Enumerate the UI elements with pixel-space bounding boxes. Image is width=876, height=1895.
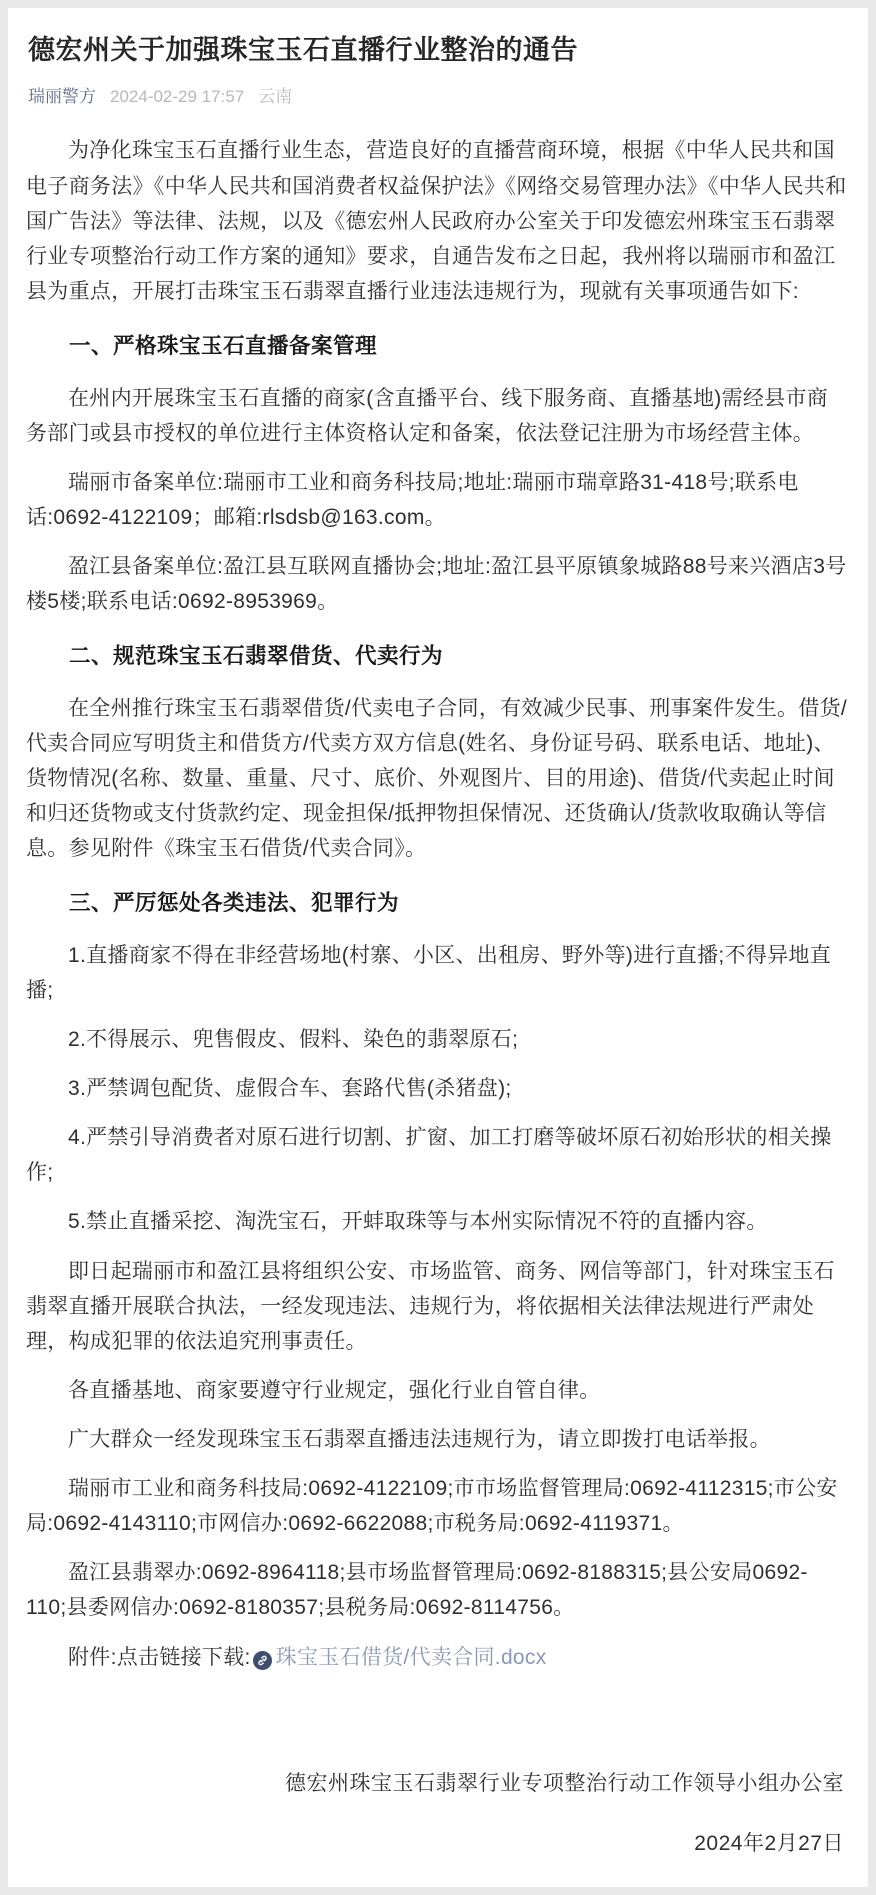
article-container: [8, 8, 868, 1887]
attachment-link-icon[interactable]: [253, 1651, 272, 1670]
paragraph: 各直播基地、商家要遵守行业规定，强化行业自管自律。: [68, 1378, 601, 1402]
section-heading: 三、严厉惩处各类违法、犯罪行为: [69, 891, 400, 916]
article-body: [26, 133, 848, 1625]
paragraph: 盈江县翡翠办:0692-8964118;县市场监督管理局:0692-8188315;县公安局0692-110;县委网信办:0692-8180357;县税务局:0692-8114756。: [26, 1560, 808, 1620]
paragraph: 3.严禁调包配货、虚假合车、套路代售(杀猪盘);: [68, 1077, 512, 1101]
paragraph: 瑞丽市工业和商务科技局:0692-4122109;市市场监督管理局:0692-4112315;市公安局:0692-4143110;市网信办:0692-6622088;市税务局:0692-4119371。: [26, 1476, 838, 1535]
paragraph: 在全州推行珠宝玉石翡翠借货/代卖电子合同，有效减少民事、刑事案件发生。借货/代卖合同应写明货主和借货方/代卖方双方信息(姓名、身份证号码、联系电话、地址)、货物情况(名称、数量、重量、尺寸、底价、外观图片、目的用途)、借货/代卖起止时间和归还货物或支付货款约定、现金担保/抵押物担保情况、还货确认/货款收取确认等信息。参见附件《珠宝玉石借货/代卖合同》。: [26, 696, 848, 861]
signature-block: [26, 1767, 848, 1857]
attachment-download-link[interactable]: 珠宝玉石借货/代卖合同.docx: [275, 1646, 547, 1670]
issue-date: 2024年2月27日: [694, 1832, 844, 1856]
publish-timestamp: 2024-02-29 17:57: [110, 87, 245, 107]
paragraph: 即日起瑞丽市和盈江县将组织公安、市场监管、商务、网信等部门，针对珠宝玉石翡翠直播开展联合执法，一经发现违法、违规行为，将依据相关法律法规进行严肃处理，构成犯罪的依法追究刑事责任。: [26, 1259, 835, 1353]
paragraph: 在州内开展珠宝玉石直播的商家(含直播平台、线下服务商、直播基地)需经县市商务部门或县市授权的单位进行主体资格认定和备案，依法登记注册为市场经营主体。: [26, 386, 829, 445]
paragraph: 瑞丽市备案单位:瑞丽市工业和商务科技局;地址:瑞丽市瑞章路31-418号;联系电话:0692-4122109；邮箱:rlsdsb@163.com。: [26, 470, 799, 529]
byline: [28, 82, 848, 107]
section-heading: 二、规范珠宝玉石翡翠借货、代卖行为: [69, 644, 444, 669]
paragraph: 广大群众一经发现珠宝玉石翡翠直播违法违规行为，请立即拨打电话举报。: [68, 1427, 771, 1451]
publish-location: 云南: [258, 87, 293, 107]
paragraph: 盈江县备案单位:盈江县互联网直播协会;地址:盈江县平原镇象城路88号来兴酒店3号楼5楼;联系电话:0692-8953969。: [26, 554, 847, 613]
section-heading: 一、严格珠宝玉石直播备案管理: [69, 333, 378, 358]
page-title: 德宏州关于加强珠宝玉石直播行业整治的通告: [28, 35, 578, 65]
issuing-office: 德宏州珠宝玉石翡翠行业专项整治行动工作领导小组办公室: [285, 1772, 844, 1796]
paragraph: 为净化珠宝玉石直播行业生态，营造良好的直播营商环境，根据《中华人民共和国电子商务法》《中华人民共和国消费者权益保护法》《网络交易管理办法》《中华人民共和国广告法》等法律、法规，以及《德宏州人民政府办公室关于印发德宏州珠宝玉石翡翠行业专项整治行动工作方案的通知》要求，自通告发布之日起，我州将以瑞丽市和盈江县为重点，开展打击珠宝玉石翡翠直播行业违法违规行为，现就有关事项通告如下:: [26, 139, 847, 303]
attachment-row: [26, 1641, 848, 1671]
attachment-label: 附件:点击链接下载:: [68, 1646, 251, 1670]
paragraph: 1.直播商家不得在非经营场地(村寨、小区、出租房、野外等)进行直播;不得异地直播;: [26, 944, 832, 1003]
paragraph: 2.不得展示、兜售假皮、假料、染色的翡翠原石;: [68, 1028, 519, 1052]
paragraph: 4.严禁引导消费者对原石进行切割、扩窗、加工打磨等破坏原石初始形状的相关操作;: [26, 1126, 832, 1185]
author-name[interactable]: 瑞丽警方: [28, 87, 96, 107]
paragraph: 5.禁止直播采挖、淘洗宝石，开蚌取珠等与本州实际情况不符的直播内容。: [68, 1210, 768, 1234]
